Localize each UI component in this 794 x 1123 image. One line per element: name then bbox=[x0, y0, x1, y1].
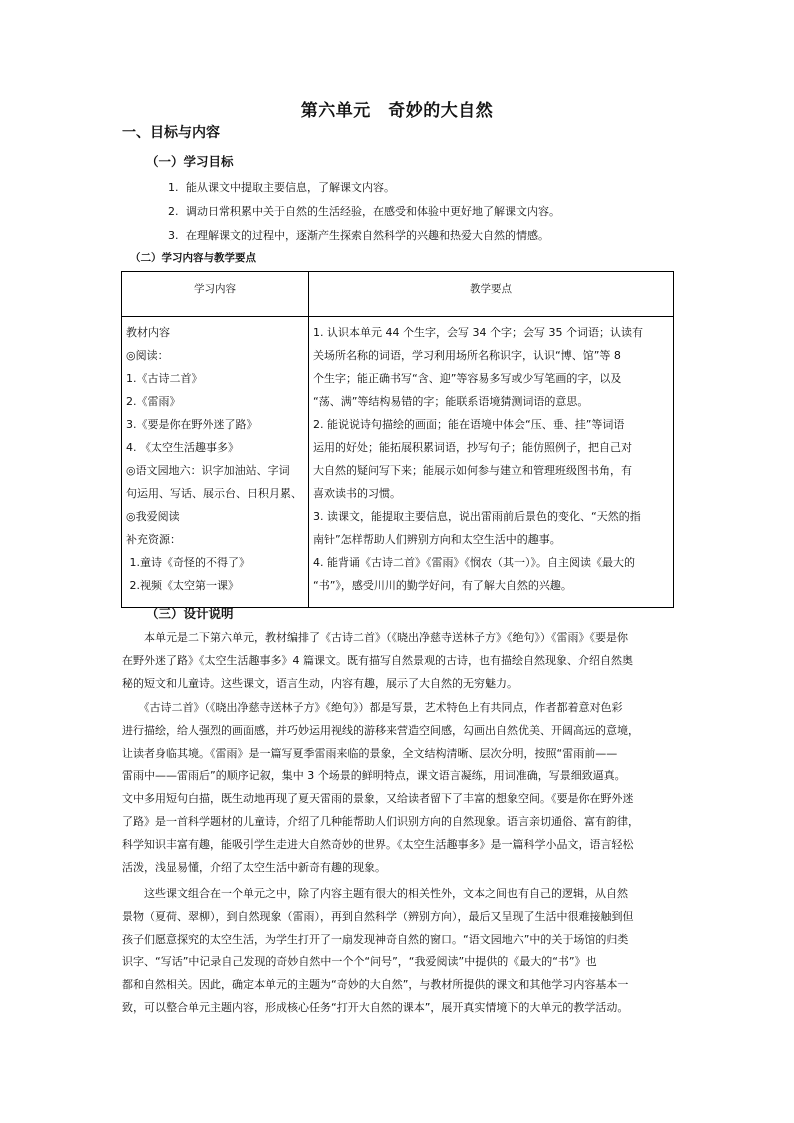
paragraph-line: 这些课文组合在一个单元之中，除了内容主题有很大的相关性外，文本之间也有自己的逻辑，从自然 bbox=[122, 887, 628, 900]
points-line: “书”》，感受川川的勤学好问，有了解大自然的兴趣。 bbox=[313, 579, 572, 592]
content-line: ◎阅读： bbox=[126, 349, 169, 362]
points-line: 喜欢读书的习惯。 bbox=[313, 487, 401, 500]
points-line: “荡、满”等结构易错的字；能联系语境猜测词语的意思。 bbox=[313, 395, 589, 408]
paragraph-line: 雷雨中——雷雨后”的顺序记叙，集中 3 个场景的鲜明特点，课文语言凝练，用词准确，写景细致逼真。 bbox=[122, 769, 626, 783]
content-line: ◎语文园地六：识字加油站、字词 bbox=[126, 464, 290, 477]
learning-goals-heading: （一）学习目标 bbox=[146, 154, 234, 169]
paragraph-line: 文中多用短句白描，既生动地再现了夏天雷雨的景象，又给读者留下了丰富的想象空间。《要是你在野外迷 bbox=[122, 792, 634, 806]
paragraph-line: 景物（夏荷、翠柳），到自然现象（雷雨），再到自然科学（辨别方向），最后又呈现了生活中很难接触到但 bbox=[122, 909, 634, 923]
content-line: 1.《古诗二首》 bbox=[126, 372, 203, 385]
points-line: 关场所名称的词语，学习利用场所名称识字，认识“博、馆”等 8 bbox=[313, 349, 621, 362]
content-line: 教材内容 bbox=[126, 326, 170, 339]
content-line: 2.《雷雨》 bbox=[126, 395, 181, 408]
paragraph-line: 本单元是二下第六单元，教材编排了《古诗二首》（《晓出净慈寺送林子方》《绝句》）《雷雨》《要是你 bbox=[122, 631, 628, 644]
content-line: 4. 《太空生活趣事多》 bbox=[126, 441, 239, 454]
points-line: 大自然的疑问写下来；能展示如何参与建立和管理班级图书角，有 bbox=[313, 464, 632, 477]
paragraph-1 bbox=[122, 627, 677, 695]
points-list bbox=[309, 317, 673, 597]
content-line: 补充资源： bbox=[126, 533, 181, 546]
content-line: 3.《要是你在野外迷了路》 bbox=[126, 418, 258, 431]
paragraph-line: 进行描绘，给人强烈的画面感，并巧妙运用视线的游移来营造空间感，勾画出自然优美、开阔高远的意境， bbox=[122, 723, 639, 737]
table-header-points: 教学要点 bbox=[309, 272, 674, 317]
paragraph-line: 致，可以整合单元主题内容，形成核心任务“打开大自然的课本”，展开真实情境下的大单元的教学活动。 bbox=[122, 1000, 629, 1014]
points-line: 运用的好处；能拓展积累词语，抄写句子；能仿照例子，把自己对 bbox=[313, 441, 632, 454]
goal-text: 调动日常积累中关于自然的生活经验，在感受和体验中更好地了解课文内容。 bbox=[186, 205, 560, 218]
goal-text: 在理解课文的过程中，逐渐产生探索自然科学的兴趣和热爱大自然的情感。 bbox=[186, 229, 549, 242]
points-cell bbox=[309, 317, 674, 608]
content-line: 2.视频《太空第一课》 bbox=[126, 579, 239, 592]
content-cell bbox=[122, 317, 309, 608]
goal-number: 2. bbox=[168, 205, 179, 218]
paragraph-line: 秘的短文和儿童诗。这些课文，语言生动，内容有趣，展示了大自然的无穷魅力。 bbox=[122, 676, 518, 690]
points-line: 3. 读课文，能提取主要信息，说出雷雨前后景色的变化、“天然的指 bbox=[313, 510, 641, 523]
content-list bbox=[122, 317, 308, 597]
content-line: 1.童诗《奇怪的不得了》 bbox=[126, 556, 250, 569]
points-line: 2. 能说说诗句描绘的画面；能在语境中体会“压、垂、挂”等词语 bbox=[313, 418, 625, 431]
goal-item bbox=[168, 179, 395, 195]
paragraph-line: 活泼，浅显易懂，介绍了太空生活中新奇有趣的现象。 bbox=[122, 860, 386, 874]
content-table bbox=[121, 271, 674, 608]
content-line: 句运用、写话、展示台、日积月累、 bbox=[126, 487, 302, 500]
paragraph-line: 科学知识丰富有趣，能吸引学生走进大自然奇妙的世界。《太空生活趣事多》是一篇科学小品文，语言轻松 bbox=[122, 837, 634, 851]
table-row bbox=[122, 317, 674, 608]
points-line: 个生字；能正确书写“含、迎”等容易多写或少写笔画的字，以及 bbox=[313, 372, 622, 385]
design-notes-heading: （三）设计说明 bbox=[146, 606, 234, 621]
goal-number: 1. bbox=[168, 181, 179, 194]
paragraph-3 bbox=[122, 883, 677, 1020]
goal-item bbox=[168, 227, 549, 243]
goal-item bbox=[168, 203, 560, 219]
table-header-row bbox=[122, 272, 674, 317]
points-line: 南针”怎样帮助人们辨别方向和太空生活中的趣事。 bbox=[313, 533, 561, 546]
section-heading-goals-content: 一、目标与内容 bbox=[122, 125, 220, 141]
points-line: 1. 认识本单元 44 个生字，会写 34 个字；会写 35 个词语；认读有 bbox=[313, 326, 643, 339]
paragraph-line: 《古诗二首》（《晓出净慈寺送林子方》《绝句》）都是写景，艺术特色上有共同点，作者都着意对色彩 bbox=[122, 701, 623, 714]
points-line: 4. 能背诵《古诗二首》《雷雨》《悯农（其一）》。自主阅读《最大的 bbox=[313, 556, 635, 569]
content-line: ◎我爱阅读 bbox=[126, 510, 180, 523]
paragraph-line: 都和自然相关。因此，确定本单元的主题为“奇妙的大自然”，与教材所提供的课文和其他学习内容基本一 bbox=[122, 978, 629, 992]
paragraph-line: 让读者身临其境。《雷雨》是一篇写夏季雷雨来临的景象，全文结构清晰、层次分明，按照“雷雨前—— bbox=[122, 746, 618, 760]
goal-number: 3. bbox=[168, 229, 179, 242]
paragraph-line: 了路》是一首科学题材的儿童诗，介绍了几种能帮助人们识别方向的自然现象。语言亲切通俗、富有韵律， bbox=[122, 814, 639, 828]
paragraph-line: 识字、“写话”中记录自己发现的奇妙自然中一个个“问号”，“我爱阅读”中提供的《最大的“书”》也 bbox=[122, 955, 597, 969]
goal-text: 能从课文中提取主要信息，了解课文内容。 bbox=[186, 181, 395, 194]
table-header-content: 学习内容 bbox=[122, 272, 309, 317]
content-points-heading: （二）学习内容与教学要点 bbox=[130, 252, 256, 264]
paragraph-line: 孩子们愿意探究的太空生活，为学生打开了一扇发现神奇自然的窗口。“语文园地六”中的关于场馆的归类 bbox=[122, 932, 629, 946]
paragraph-2 bbox=[122, 697, 677, 879]
page-title: 第六单元 奇妙的大自然 bbox=[300, 101, 494, 121]
paragraph-line: 在野外迷了路》《太空生活趣事多》4 篇课文。既有描写自然景观的古诗，也有描绘自然现象、介绍自然奥 bbox=[122, 653, 633, 667]
